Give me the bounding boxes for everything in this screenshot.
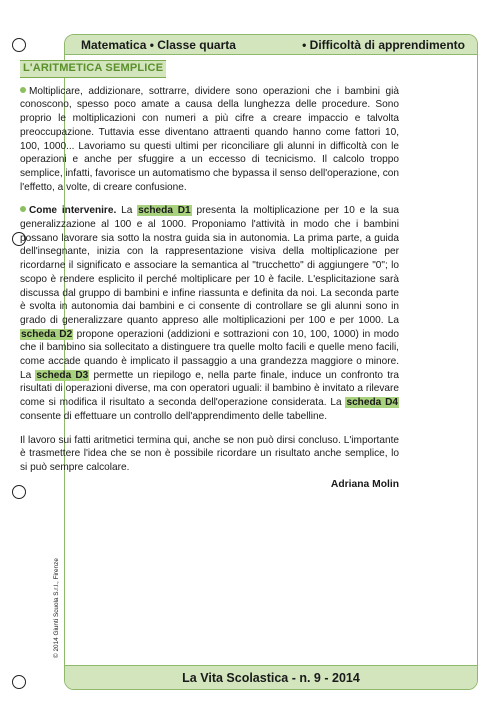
copyright-notice: © 2014 Giunti Scuola S.r.l., Firenze	[53, 558, 60, 658]
binder-hole-4	[12, 675, 26, 689]
page-footer	[65, 665, 477, 689]
green-bullet-icon	[20, 206, 26, 212]
intervention-lead: Come intervenire.	[29, 205, 117, 217]
scheda-d2-highlight: scheda D2	[21, 328, 73, 340]
paragraph-intro	[20, 85, 399, 195]
intervention-text-1: La	[116, 205, 138, 217]
scheda-d3-highlight: scheda D3	[36, 369, 89, 381]
section-title: L'ARITMETICA SEMPLICE	[20, 60, 166, 78]
article-body	[20, 60, 399, 491]
header-topic: • Difficoltà di apprendimento	[302, 37, 465, 52]
intervention-text-2: presenta la moltiplicazione per 10 e la sua generalizzazione al 100 e al 1000. Proponiamo l'attività in modo che i bambini possano lavorare sia sotto la nostra guida sia in autonomia. La prima parte, a guida dell'insegnante, inizia con la rappresentazione visiva della moltiplicazione per ricordarne il significato e associare la semantica al "trucchetto" di aggiungere "0"; lo scopo è rendere esplicito il perché moltiplicare per 10 è facile. L'esplicitazione sarà discussa dal gruppo di bambini e infine riassunta e definita da noi. La seconda parte è svolta in autonomia dai bambini e ci consente di controllare se gli alunni sono in grado di generalizzare quanto appreso alle moltiplicazioni per 100 e per 1000. La	[20, 205, 400, 326]
binder-hole-1	[12, 38, 26, 52]
footer-publication: La Vita Scolastica - n. 9 - 2014	[182, 670, 360, 685]
green-bullet-icon	[20, 87, 26, 93]
intervention-text-3: propone operazioni (addizioni e sottrazioni con 10, 100, 1000) in modo che il bambino sia sollecitato a distinguere tra quelle molto facili e quelle meno facili, come accade quando è implicato il passaggio a una grandezza maggiore o minore. La	[20, 328, 399, 381]
intervention-text-5: consente di effettuare un controllo dell'apprendimento delle tabelline.	[20, 410, 328, 422]
scheda-d1-highlight: scheda D1	[138, 205, 191, 217]
paragraph-intro-text: Moltiplicare, addizionare, sottrarre, dividere sono operazioni che i bambini già conoscono, spesso poco amate a causa della lunghezza delle procedure. Sono proprio le moltiplicazioni con numeri a più cifre a creare impaccio e talvolta preoccupazione. Tuttavia esse diventano attraenti quando hanno come fattori 10, 100, 1000... Lavoriamo su questi ultimi per riconciliare gli alunni in difficoltà con le operazioni e anche per sfuggire a un eccesso di tecnicismo. Il calcolo troppo semplice, infatti, favorisce un automatismo che bypassa il senso dell'operazione, con l'effetto, a volte, di creare confusione.	[20, 85, 399, 193]
author-signature: Adriana Molin	[330, 478, 399, 490]
page-header	[65, 35, 477, 55]
paragraph-conclusion: Il lavoro sui fatti aritmetici termina qui, anche se non può dirsi concluso. L'importante è trasmettere l'idea che se non è possibile ricordare un risultato anche semplice, lo si può sempre calcolare.	[20, 434, 399, 473]
intervention-text-4: permette un riepilogo e, nella parte finale, induce un confronto tra risultati di operazioni diverse, ma con operatori uguali: il bambino è invitato a rilevare come si modifica il risultato a seconda dell'operazione considerata. La	[20, 369, 399, 409]
paragraph-intervention	[20, 204, 399, 423]
scheda-d4-highlight: scheda D4	[346, 397, 398, 409]
header-subject: Matematica • Classe quarta	[81, 37, 236, 52]
